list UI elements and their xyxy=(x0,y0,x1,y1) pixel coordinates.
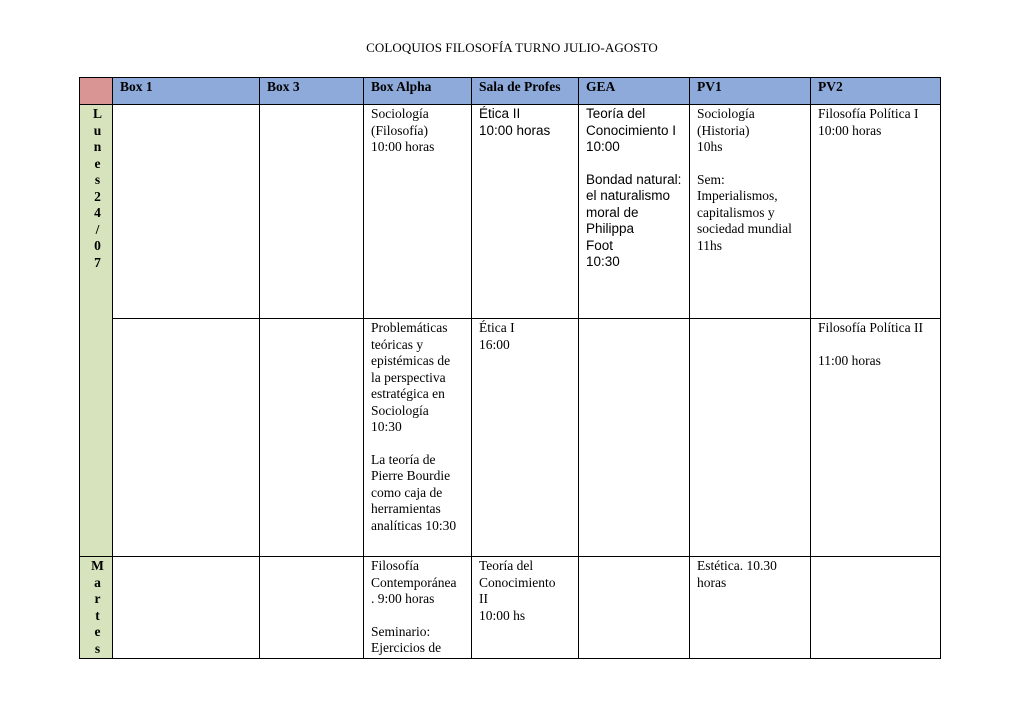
cell-line: t xyxy=(95,607,100,623)
cell-gea xyxy=(579,319,690,557)
cell-pv1 xyxy=(690,557,811,659)
cell-pv2 xyxy=(811,319,941,557)
cell-line: herramientas xyxy=(371,501,441,516)
cell-line: L xyxy=(92,106,102,121)
cell-pv1 xyxy=(690,319,811,557)
cell-line: (Filosofía) xyxy=(371,122,428,138)
cell-line xyxy=(586,156,685,172)
cell-line: el naturalismo xyxy=(586,188,671,203)
cell-line: Estética. 10.30 xyxy=(697,558,777,573)
cell-line: Seminario: xyxy=(371,623,431,639)
cell-line: Sociología xyxy=(371,402,429,418)
cell-line: a xyxy=(94,574,101,590)
cell-line: M xyxy=(91,558,104,573)
cell-line: 10:00 horas xyxy=(818,122,882,138)
cell-line: r xyxy=(94,591,101,606)
cell-line: 10:00 hs xyxy=(479,607,526,623)
cell-gea xyxy=(579,105,690,319)
cell-line: teóricas y xyxy=(371,336,424,352)
header-row xyxy=(80,78,941,105)
cell-line xyxy=(371,436,467,452)
cell-line: 10:00 xyxy=(586,139,620,154)
cell-line: Ética I xyxy=(479,320,515,335)
cell-line: Conocimiento I xyxy=(586,122,677,138)
cell-gea xyxy=(579,557,690,659)
cell-line: Pierre Bourdie xyxy=(371,468,451,483)
cell-pv2 xyxy=(811,105,941,319)
cell-line: epistémicas de xyxy=(371,353,451,368)
cell-line: 7 xyxy=(94,254,101,270)
day-cell-martes xyxy=(80,557,113,659)
header-gea: GEA xyxy=(579,78,690,105)
cell-line xyxy=(697,156,806,172)
cell-sala-de-profes xyxy=(472,557,579,659)
cell-line: capitalismos y xyxy=(697,204,775,220)
cell-line: estratégica en xyxy=(371,386,445,401)
cell-line: Sociología xyxy=(697,106,755,121)
cell-line: / xyxy=(95,221,100,237)
day-label xyxy=(87,106,108,271)
cell-line: 10:00 horas xyxy=(371,139,435,154)
cell-box-3 xyxy=(260,319,364,557)
table-row xyxy=(80,319,941,557)
cell-box-alpha xyxy=(364,319,472,557)
cell-line: Ética II xyxy=(479,106,521,121)
cell-line: Ejercicios de xyxy=(371,640,442,655)
cell-line: Bondad natural: xyxy=(586,171,682,187)
cell-line: Filosofía xyxy=(371,558,420,573)
cell-line: Foot xyxy=(586,237,614,253)
cell-line: analíticas 10:30 xyxy=(371,517,457,533)
header-pv1: PV1 xyxy=(690,78,811,105)
cell-line: 11:00 horas xyxy=(818,352,881,368)
cell-line: Teoría del xyxy=(479,558,534,573)
cell-line: (Historia) xyxy=(697,122,750,138)
cell-line: 4 xyxy=(94,205,101,220)
cell-box-1 xyxy=(113,557,260,659)
cell-line: como caja de xyxy=(371,484,443,500)
day-label xyxy=(87,558,108,657)
cell-line: 10hs xyxy=(697,139,723,154)
cell-line: u xyxy=(93,122,102,138)
cell-line: la perspectiva xyxy=(371,369,446,385)
cell-line: Teoría del xyxy=(586,106,646,121)
cell-line: 0 xyxy=(94,238,101,253)
cell-line: moral de Philippa xyxy=(586,204,643,236)
cell-box-alpha xyxy=(364,105,472,319)
cell-line: Sociología xyxy=(371,106,429,121)
header-box-3: Box 3 xyxy=(260,78,364,105)
header-pv2: PV2 xyxy=(811,78,941,105)
cell-box-1 xyxy=(113,319,260,557)
cell-box-alpha xyxy=(364,557,472,659)
cell-line: 10:30 xyxy=(371,419,402,434)
cell-line: La teoría de xyxy=(371,451,436,467)
cell-line: Contemporánea xyxy=(371,574,457,590)
cell-sala-de-profes xyxy=(472,319,579,557)
cell-line: 10:00 horas xyxy=(479,122,551,138)
cell-line: sociedad mundial xyxy=(697,221,792,236)
cell-line: 2 xyxy=(94,188,101,204)
cell-line: s xyxy=(94,640,101,656)
table-row xyxy=(80,105,941,319)
cell-line: II xyxy=(479,591,488,606)
cell-line xyxy=(818,337,936,353)
header-box-alpha: Box Alpha xyxy=(364,78,472,105)
cell-line: Sem: xyxy=(697,171,725,187)
cell-line: Problemáticas xyxy=(371,320,448,335)
cell-line: Filosofía Política I xyxy=(818,106,919,121)
cell-line: s xyxy=(94,172,101,187)
cell-line: Conocimiento xyxy=(479,574,556,590)
cell-line: Filosofía Política II xyxy=(818,320,923,335)
cell-line: 16:00 xyxy=(479,336,510,352)
cell-line: Imperialismos, xyxy=(697,188,778,203)
cell-pv1 xyxy=(690,105,811,319)
cell-box-1 xyxy=(113,105,260,319)
cell-line xyxy=(371,608,467,624)
cell-line: horas xyxy=(697,574,727,590)
cell-box-3 xyxy=(260,557,364,659)
cell-line: 10:30 xyxy=(586,254,620,269)
schedule-table xyxy=(79,77,941,659)
cell-line: 11hs xyxy=(697,237,723,253)
cell-pv2 xyxy=(811,557,941,659)
header-box-1: Box 1 xyxy=(113,78,260,105)
day-cell-lunes xyxy=(80,105,113,557)
cell-sala-de-profes xyxy=(472,105,579,319)
cell-line: n xyxy=(93,139,102,154)
document-title: COLOQUIOS FILOSOFÍA TURNO JULIO-AGOSTO xyxy=(366,40,658,55)
cell-line: e xyxy=(94,624,101,639)
table-row xyxy=(80,557,941,659)
cell-line: e xyxy=(94,155,101,171)
header-corner xyxy=(80,78,113,105)
cell-line: . 9:00 horas xyxy=(371,591,435,606)
header-sala-de-profes: Sala de Profes xyxy=(472,78,579,105)
cell-box-3 xyxy=(260,105,364,319)
